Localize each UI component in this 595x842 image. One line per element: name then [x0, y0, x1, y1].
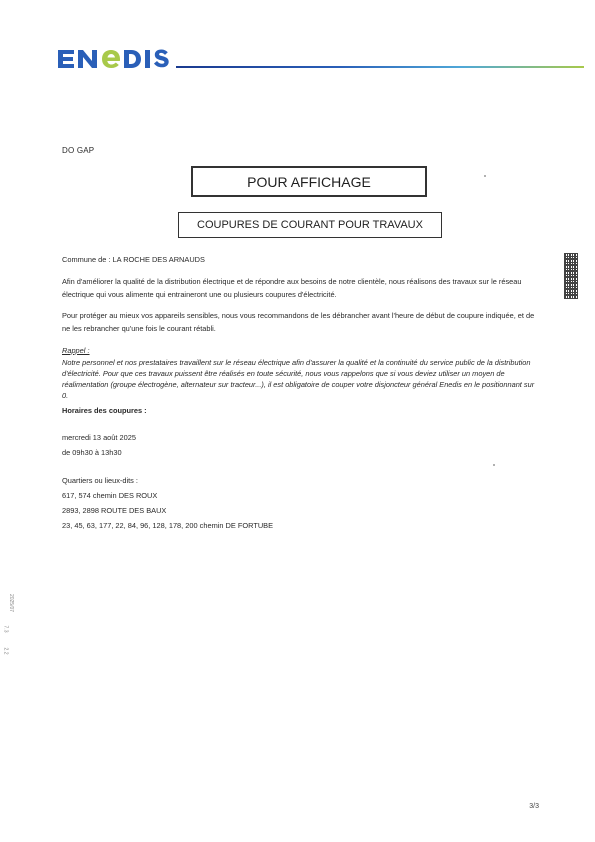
scan-mark: 2.2	[2, 647, 9, 655]
horaires-title: Horaires des coupures :	[62, 406, 147, 415]
scan-speck	[484, 175, 486, 177]
page-subtitle: COUPURES DE COURANT POUR TRAVAUX	[178, 212, 442, 238]
rappel-label: Rappel :	[62, 346, 90, 355]
outage-date: mercredi 13 août 2025	[62, 433, 136, 442]
list-item: 617, 574 chemin DES ROUX	[62, 491, 158, 500]
scan-mark: 2025/07	[8, 593, 15, 613]
intro-paragraph: Afin d'améliorer la qualité de la distribution électrique et de répondre aux besoins de notre clientèle, nous réalisons des travaux sur le réseau électrique qui vous alimente qui entraineront une ou plusieurs coupures d'électricité.	[62, 277, 522, 299]
commune-line: Commune de : LA ROCHE DES ARNAUDS	[62, 255, 205, 264]
outage-time: de 09h30 à 13h30	[62, 448, 122, 457]
page-number: 3/3	[529, 803, 539, 810]
rappel-note: Notre personnel et nos prestataires travaillent sur le réseau électrique afin d'assurer la qualité et la continuité du service public de la distribution d'électricité. Pour que ces travaux puissent être réalisés en toute sécurité, nous vous rappelons que si vous deviez utiliser un moyen de réalimentation (groupe électrogène, alternateur sur tracteur...), il est obligatoire de couper votre disjoncteur général Enedis en le positionnant sur 0.	[62, 358, 535, 400]
enedis-logo-icon	[58, 47, 170, 71]
page-title: POUR AFFICHAGE	[191, 166, 427, 197]
scan-speck	[493, 464, 495, 466]
scan-mark: 7.3	[2, 625, 9, 633]
rappel-block	[62, 344, 542, 401]
place-list	[62, 488, 273, 533]
list-item: 23, 45, 63, 177, 22, 84, 96, 128, 178, 200 chemin DE FORTUBE	[62, 521, 274, 530]
enedis-logo	[58, 47, 170, 71]
datamatrix-code	[564, 253, 578, 299]
reference-code: DO GAP	[62, 146, 95, 155]
header-rule	[176, 66, 584, 68]
protect-paragraph: Pour protéger au mieux vos appareils sensibles, nous vous recommandons de les débrancher avant l'heure de début de coupure indiquée, et de ne les rebrancher qu'une fois le courant rétabli.	[62, 311, 535, 333]
list-item: 2893, 2898 ROUTE DES BAUX	[62, 506, 167, 515]
quartiers-title: Quartiers ou lieux-dits :	[62, 476, 138, 485]
